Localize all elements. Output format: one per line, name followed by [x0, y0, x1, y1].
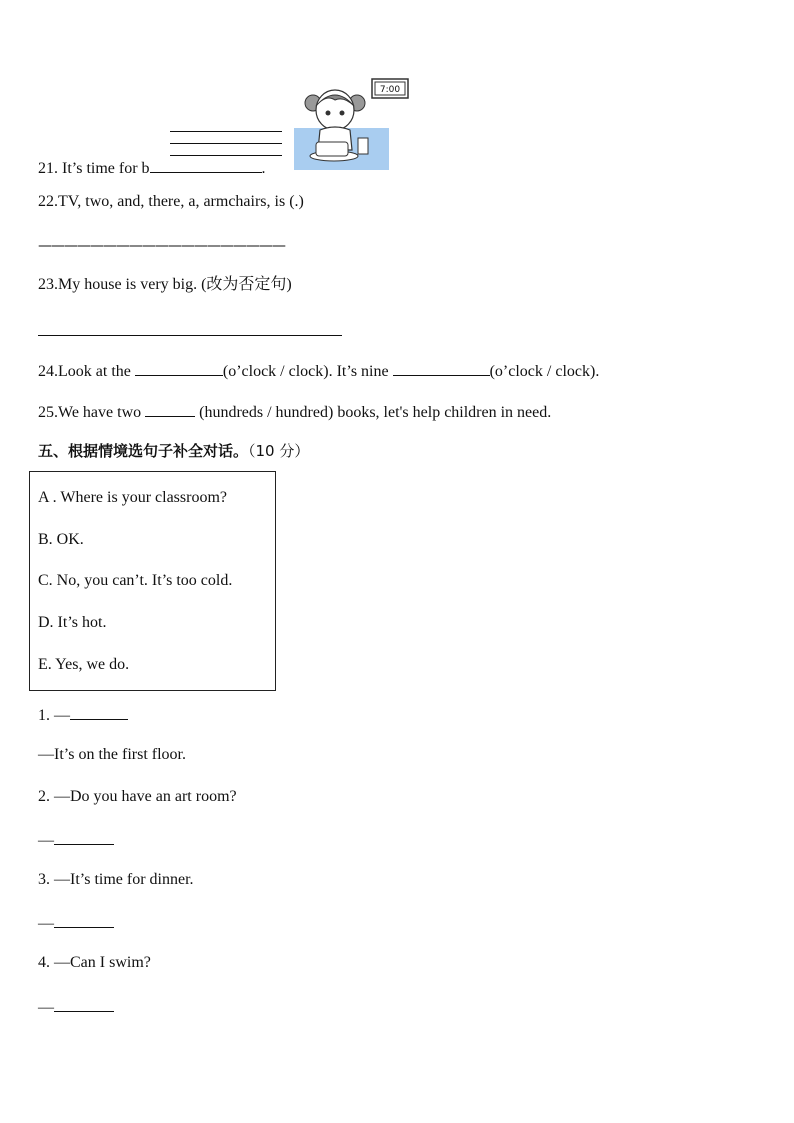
dialog-3-dash: — — [38, 915, 54, 932]
clock-time: 7:00 — [379, 85, 401, 95]
dialog-2-line-2 — [38, 828, 114, 851]
dialog-3-line-1 — [38, 870, 194, 890]
dialog-4-line-1 — [38, 953, 151, 973]
q24-blank-1[interactable] — [135, 359, 223, 376]
q21-text: 21. It’s time for b — [38, 160, 150, 177]
dialog-1-response: —It’s on the first floor. — [38, 746, 186, 763]
dialog-1-line-1 — [38, 703, 128, 726]
q21-answer-line-2 — [170, 143, 282, 144]
q24-part1: 24.Look at the — [38, 363, 135, 380]
question-23 — [38, 275, 292, 295]
q24-blank-2[interactable] — [393, 359, 490, 376]
dialog-3-line-2 — [38, 911, 114, 934]
dialog-4-prompt: 4. —Can I swim? — [38, 954, 151, 971]
option-a: A . Where is your classroom? — [38, 489, 227, 506]
q22-answer-dashes: ——————————————————— — [38, 238, 285, 254]
question-24 — [38, 359, 599, 382]
section-5-points: （10 分） — [248, 442, 310, 460]
question-25 — [38, 400, 551, 423]
option-d: D. It’s hot. — [38, 614, 107, 631]
section-5-title — [38, 441, 309, 461]
option-c: C. No, you can’t. It’s too cold. — [38, 572, 233, 589]
options-box — [29, 471, 276, 691]
question-22 — [38, 192, 304, 212]
option-e: E. Yes, we do. — [38, 656, 130, 673]
q25-blank[interactable] — [145, 400, 195, 417]
dialog-3-blank[interactable] — [54, 911, 114, 928]
dialog-4-dash: — — [38, 999, 54, 1016]
dialog-2-blank[interactable] — [54, 828, 114, 845]
dialog-2-dash: — — [38, 832, 54, 849]
dialog-4-blank[interactable] — [54, 995, 114, 1012]
dialog-2-line-1 — [38, 787, 237, 807]
q24-hint1: (o’clock / clock). It’s nine — [222, 363, 393, 380]
breakfast-scene-icon — [292, 76, 412, 172]
dialog-1-prompt: 1. — — [38, 707, 70, 724]
q21-answer-line-1 — [170, 131, 282, 132]
dialog-1-blank[interactable] — [70, 703, 128, 720]
q24-hint2: (o’clock / clock). — [489, 363, 600, 380]
q23-text: 23.My house is very big. (改为否定句) — [38, 276, 292, 293]
question-21 — [38, 156, 266, 179]
q21-blank[interactable] — [150, 156, 262, 173]
q25-part1: 25.We have two — [38, 404, 146, 421]
dialog-4-line-2 — [38, 995, 114, 1018]
girl-eating-breakfast-illustration — [292, 76, 412, 172]
dialog-1-line-2 — [38, 745, 186, 765]
dialog-2-prompt: 2. —Do you have an art room? — [38, 788, 237, 805]
q21-end: . — [261, 160, 266, 177]
q23-answer-line[interactable] — [38, 335, 342, 336]
option-b: B. OK. — [38, 531, 84, 548]
section-5-heading: 五、根据情境选句子补全对话。 — [38, 442, 249, 460]
q25-hint: (hundreds / hundred) books, let's help children in need. — [195, 404, 552, 421]
dialog-3-prompt: 3. —It’s time for dinner. — [38, 871, 194, 888]
q22-answer-line[interactable] — [38, 236, 285, 256]
q22-text: 22.TV, two, and, there, a, armchairs, is (.) — [38, 193, 304, 210]
